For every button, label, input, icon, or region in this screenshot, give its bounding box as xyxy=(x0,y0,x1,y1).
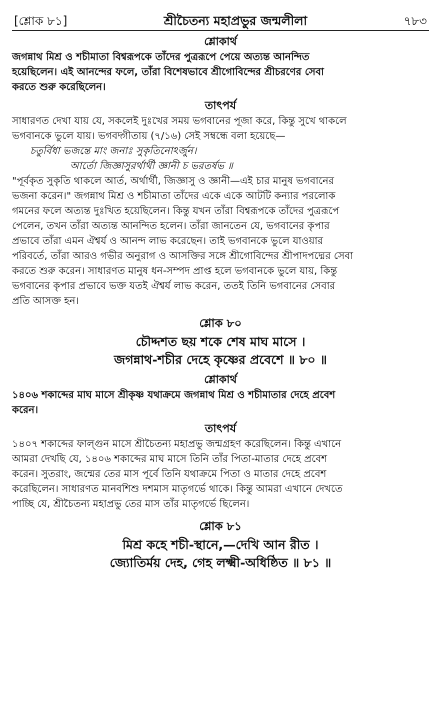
text-line: করেছিলেন। সাধারণত মানবশিশু দশমাস মাতৃগর্ভে থাকে। কিন্তু আমরা এখানে দেখতে xyxy=(12,484,343,495)
text-line: হয়েছিলেন। এই আনন্দের ফলে, তাঁরা বিশেষভাবে শ্রীগোবিন্দের শ্রীচরণের সেবা xyxy=(12,67,324,78)
text-line: ভগবানকে ভুলে যায়। ভগবদ্গীতায় (৭/১৬) সেই সম্বন্ধে বলা হয়েছে— xyxy=(12,131,286,142)
quote-line: আর্তো জিজ্ঞাসুরর্থার্থী জ্ঞানী চ ভরতর্ষভ ॥ xyxy=(70,161,233,172)
purport-block xyxy=(12,114,429,309)
header-page-number: ৭৮৩ xyxy=(403,14,427,28)
header-verse-ref: [শ্লোক ৮১] xyxy=(14,14,68,28)
verse-line: চৌদ্দশত ছয় শকে শেষ মাঘ মাসে । xyxy=(135,334,306,349)
text-line: পরিবর্তে, তাঁরা আরও গভীর অনুরাগ ও আসক্তির সঙ্গে শ্রীগোবিন্দের শ্রীপাদপদ্মের সেবা xyxy=(12,251,354,262)
text-line: ভজনা করেন।" জগন্নাথ মিশ্র ও শচীমাতা তাঁদের একে একে আটটি কন্যার পরলোক xyxy=(12,191,336,202)
verse-line: জ্যোতির্ময় দেহ, গেহ লক্ষ্মী-অধিষ্ঠিত ॥ ৮১ ॥ xyxy=(109,555,332,570)
gita-quote xyxy=(12,144,429,174)
text-line: পাচ্ছি যে, শ্রীচৈতন্য মহাপ্রভু তের মাস তাঁর মাতৃগর্ভে ছিলেন। xyxy=(12,499,250,510)
verse-81-title: শ্লোক ৮১ xyxy=(199,519,242,533)
text-line: আমরা দেখছি যে, ১৪০৬ শকাব্দের মাঘ মাসে তিনি তাঁর পিতা-মাতার দেহে প্রবেশ xyxy=(12,454,328,465)
purport-heading: তাৎপর্য xyxy=(204,99,237,112)
text-line: করতে শুরু করেছিলেন। xyxy=(12,82,106,93)
quote-line: চতুর্বিধা ভজন্তে মাং জনাঃ সুকৃতিনোঽর্জুন। xyxy=(30,146,197,157)
text-line: করেন। সুতরাং, জন্মের তের মাস পূর্বে তিনি যথাক্রমে পিতা ও মাতার দেহে প্রবেশ xyxy=(12,469,327,480)
text-line: সাধারণত দেখা যায় যে, সকলেই দুঃখের সময় ভগবানের পূজা করে, কিন্তু সুখে থাকলে xyxy=(12,116,347,127)
text-line: গমনের ফলে অত্যন্ত দুঃখিত হয়েছিলেন। কিন্তু যখন তাঁরা বিশ্বরূপকে তাঁদের পুত্ররূপে xyxy=(12,206,340,217)
purport-heading: তাৎপর্য xyxy=(204,422,237,435)
text-line: করেন। xyxy=(12,405,39,416)
text-line: ভগবানের কৃপার প্রভাবে ভক্ত যতই ঐশ্বর্য লাভ করেন, ততই তিনি ভগবানের সেবার xyxy=(12,281,336,292)
text-line: পেলেন, তখন তাঁরা অত্যন্ত আনন্দিত হলেন। তাঁরা জানতেন যে, ভগবানের কৃপার xyxy=(12,221,330,232)
purport-block xyxy=(12,437,429,512)
text-line: "পূর্বকৃত সুকৃতি থাকলে আর্ত, অর্থার্থী, জিজ্ঞাসু ও জ্ঞানী—এই চার মানুষ ভগবানের xyxy=(12,176,334,187)
header-chapter-title: শ্রীচৈতন্য মহাপ্রভুর জন্মলীলা xyxy=(163,13,308,28)
text-line: প্রতি আসক্ত হন। xyxy=(12,296,79,307)
translation-block xyxy=(12,388,429,418)
verse-81 xyxy=(12,536,429,572)
verse-line: মিশ্র কহে শচী-স্থানে,—দেখি আন রীত । xyxy=(122,537,319,552)
text-line: করতে শুরু করেন। সাধারণত মানুষ ধন-সম্পদ প্রাপ্ত হলে ভগবানকে ভুলে যায়, কিন্তু xyxy=(12,266,338,277)
text-line: ১৪০৭ শকাব্দের ফাল্গুন মাসে শ্রীচৈতন্য মহাপ্রভু জন্মগ্রহণ করেছিলেন। কিন্তু এখানে xyxy=(12,439,342,450)
verse-line: জগন্নাথ-শচীর দেহে কৃষ্ণের প্রবেশে ॥ ৮০ ॥ xyxy=(114,352,327,367)
text-line: প্রভাবে তাঁরা এমন ঐশ্বর্য ও আনন্দ লাভ করেছেন। তাই ভগবানকে ভুলে যাওয়ার xyxy=(12,236,324,247)
text-line: জগন্নাথ মিশ্র ও শচীমাতা বিশ্বরূপকে তাঁদের পুত্ররূপে পেয়ে অত্যন্ত আনন্দিত xyxy=(12,52,310,63)
translation-heading: শ্লোকার্থ xyxy=(204,35,237,48)
running-header xyxy=(12,6,429,31)
verse-80 xyxy=(12,333,429,369)
translation-block xyxy=(12,50,429,95)
translation-heading: শ্লোকার্থ xyxy=(204,373,237,386)
verse-80-title: শ্লোক ৮০ xyxy=(199,316,242,330)
text-line: ১৪০৬ শকাব্দের মাঘ মাসে শ্রীকৃষ্ণ যথাক্রমে জগন্নাথ মিশ্র ও শচীমাতার দেহে প্রবেশ xyxy=(12,390,336,401)
